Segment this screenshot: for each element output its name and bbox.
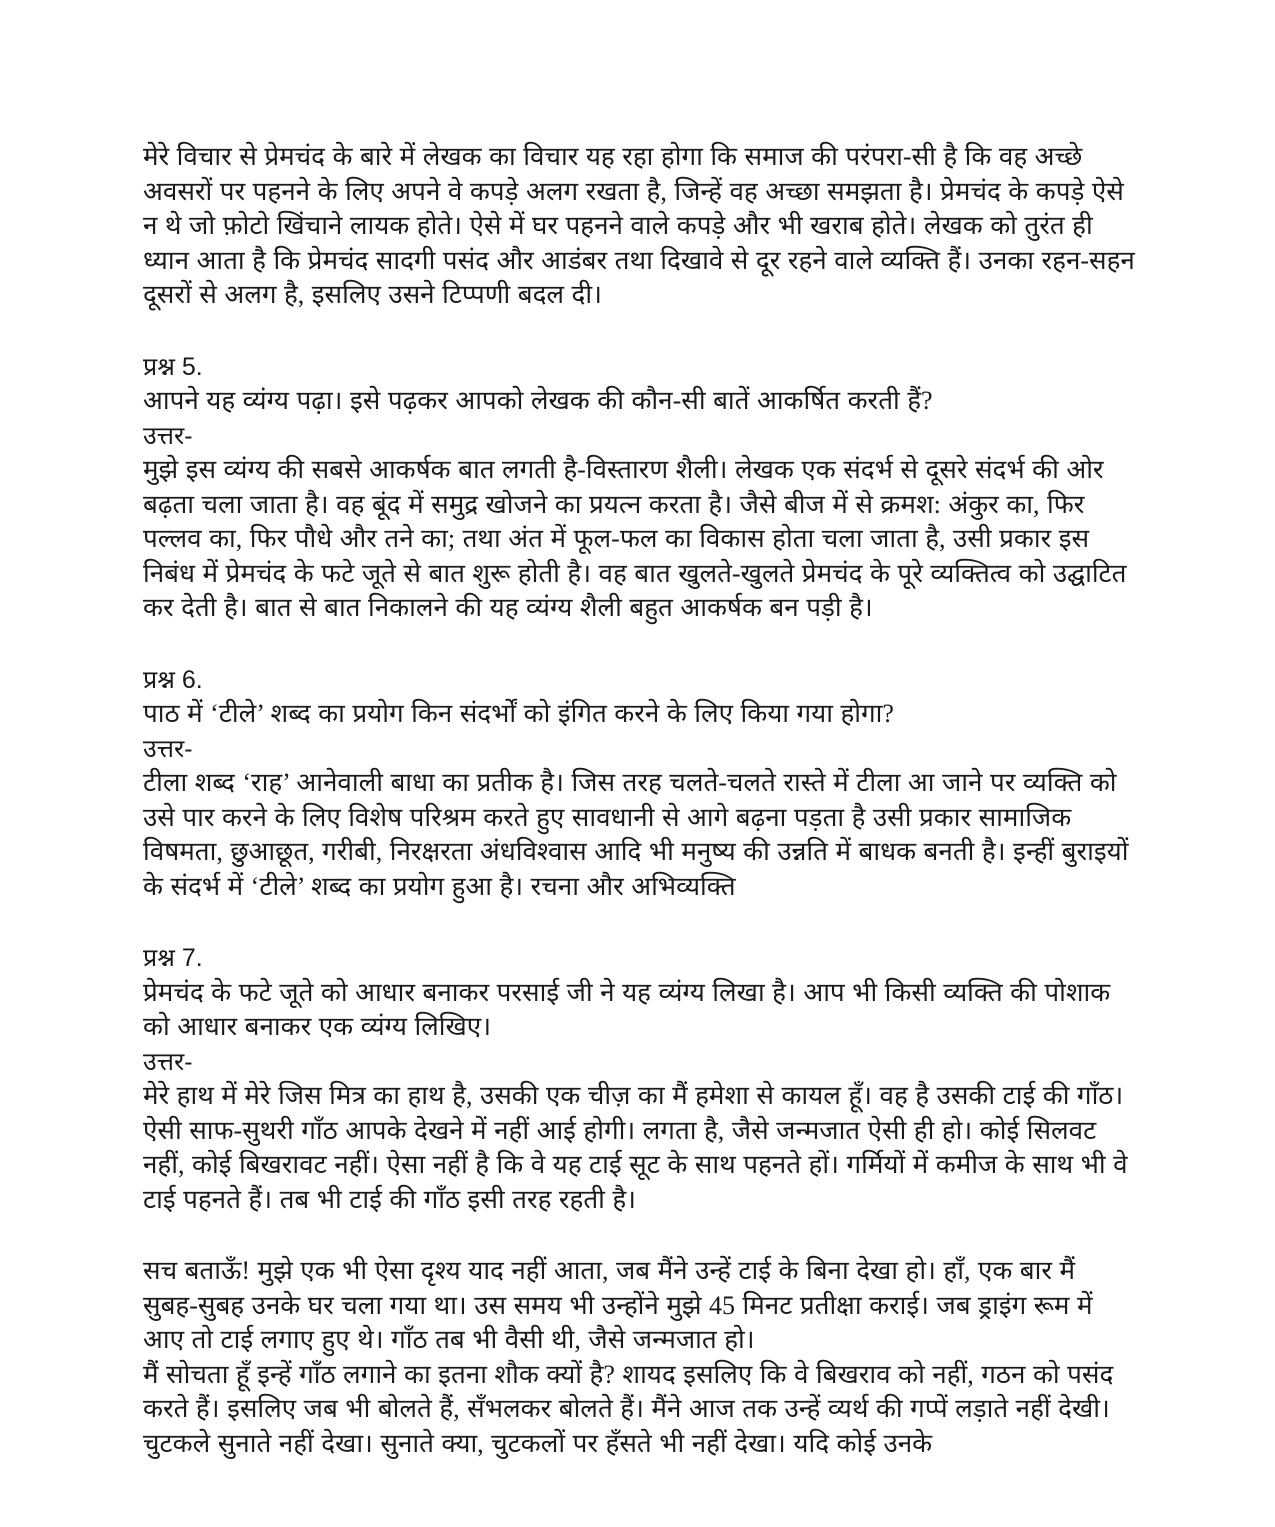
question-7-answer-paragraph-1: मेरे हाथ में मेरे जिस मित्र का हाथ है, उसकी एक चीज़ का मैं हमेशा से कायल हूँ। वह है उसकी टाई की गाँठ। ऐसी साफ-सुथरी गाँठ आपके देखने में नहीं आई होगी। लगता है, जैसे जन्मजात ऐसी ही हो। कोई सिलवट नहीं, कोई बिखरावट नहीं। ऐसा नहीं है कि वे यह टाई सूट के साथ पहनते हों। गर्मियों में कमीज के साथ भी वे टाई पहनते हैं। तब भी टाई की गाँठ इसी तरह रहती है। xyxy=(143,1081,1128,1214)
question-7-block xyxy=(143,941,1135,1461)
question-6-text: पाठ में ‘टीले’ शब्द का प्रयोग किन संदर्भों को इंगित करने के लिए किया गया होगा? xyxy=(143,699,894,728)
question-5-label: प्रश्न 5. xyxy=(143,352,203,381)
question-6-label: प्रश्न 6. xyxy=(143,665,203,694)
intro-paragraph: मेरे विचार से प्रेमचंद के बारे में लेखक का विचार यह रहा होगा कि समाज की परंपरा-सी है कि वह अच्छे अवसरों पर पहनने के लिए अपने वे कपड़े अलग रखता है, जिन्हें वह अच्छा समझता है। प्रेमचंद के कपड़े ऐसे न थे जो फ़ोटो खिंचाने लायक होते। ऐसे में घर पहनने वाले कपड़े और भी खराब होते। लेखक को तुरंत ही ध्यान आता है कि प्रेमचंद सादगी पसंद और आडंबर तथा दिखावे से दूर रहने वाले व्यक्ति हैं। उनका रहन-सहन दूसरों से अलग है, इसलिए उसने टिप्पणी बदल दी। xyxy=(143,142,1135,309)
question-7-answer-label: उत्तर- xyxy=(143,1047,193,1076)
question-7-text: प्रेमचंद के फटे जूते को आधार बनाकर परसाई जी ने यह व्यंग्य लिखा है। आप भी किसी व्यक्ति की पोशाक को आधार बनाकर एक व्यंग्य लिखिए। xyxy=(143,977,1111,1041)
question-6-block xyxy=(143,663,1135,905)
question-7-answer-paragraph-3: मैं सोचता हूँ इन्हें गाँठ लगाने का इतना शौक क्यों है? शायद इसलिए कि वे बिखराव को नहीं, गठन को पसंद करते हैं। इसलिए जब भी बोलते हैं, सँभलकर बोलते हैं। मैंने आज तक उन्हें व्यर्थ की गप्पें लड़ाते नहीं देखी। चुटकले सुनाते नहीं देखा। सुनाते क्या, चुटकलों पर हँसते भी नहीं देखा। यदि कोई उनके xyxy=(143,1359,1114,1458)
question-6-answer-label: उत्तर- xyxy=(143,734,193,763)
question-7-answer-paragraph-2: सच बताऊँ! मुझे एक भी ऐसा दृश्य याद नहीं आता, जब मैंने उन्हें टाई के बिना देखा हो। हाँ, एक बार मैं सुबह-सुबह उनके घर चला गया था। उस समय भी उन्होंने मुझे 45 मिनट प्रतीक्षा कराई। जब ड्राइंग रूम में आए तो टाई लगाए हुए थे। गाँठ तब भी वैसी थी, जैसे जन्मजात हो। xyxy=(143,1256,1093,1354)
question-5-answer-label: उत्तर- xyxy=(143,421,193,450)
question-5-block xyxy=(143,350,1135,626)
question-7-label: प्रश्न 7. xyxy=(143,944,203,972)
question-5-text: आपने यह व्यंग्य पढ़ा। इसे पढ़कर आपको लेखक की कौन-सी बातें आकर्षित करती हैं? xyxy=(143,386,933,415)
question-6-answer: टीला शब्द ‘राह’ आनेवाली बाधा का प्रतीक है। जिस तरह चलते-चलते रास्ते में टीला आ जाने पर व्यक्ति को उसे पार करने के लिए विशेष परिश्रम करते हुए सावधानी से आगे बढ़ना पड़ता है उसी प्रकार सामाजिक विषमता, छुआछूत, गरीबी, निरक्षरता अंधविश्वास आदि भी मनुष्य की उन्नति में बाधक बनती है। इन्हीं बुराइयों के संदर्भ में ‘टीले’ शब्द का प्रयोग हुआ है। रचना और अभिव्यक्ति xyxy=(143,768,1129,901)
question-5-answer: मुझे इस व्यंग्य की सबसे आकर्षक बात लगती है-विस्तारण शैली। लेखक एक संदर्भ से दूसरे संदर्भ की ओर बढ़ता चला जाता है। वह बूंद में समुद्र खोजने का प्रयत्न करता है। जैसे बीज में से क्रमश: अंकुर का, फिर पल्लव का, फिर पौधे और तने का; तथा अंत में फूल-फल का विकास होता चला जाता है, उसी प्रकार इस निबंध में प्रेमचंद के फटे जूते से बात शुरू होती है। वह बात खुलते-खुलते प्रेमचंद के पूरे व्यक्तित्व को उद्घाटित कर देती है। बात से बात निकालने की यह व्यंग्य शैली बहुत आकर्षक बन पड़ी है। xyxy=(143,455,1127,622)
